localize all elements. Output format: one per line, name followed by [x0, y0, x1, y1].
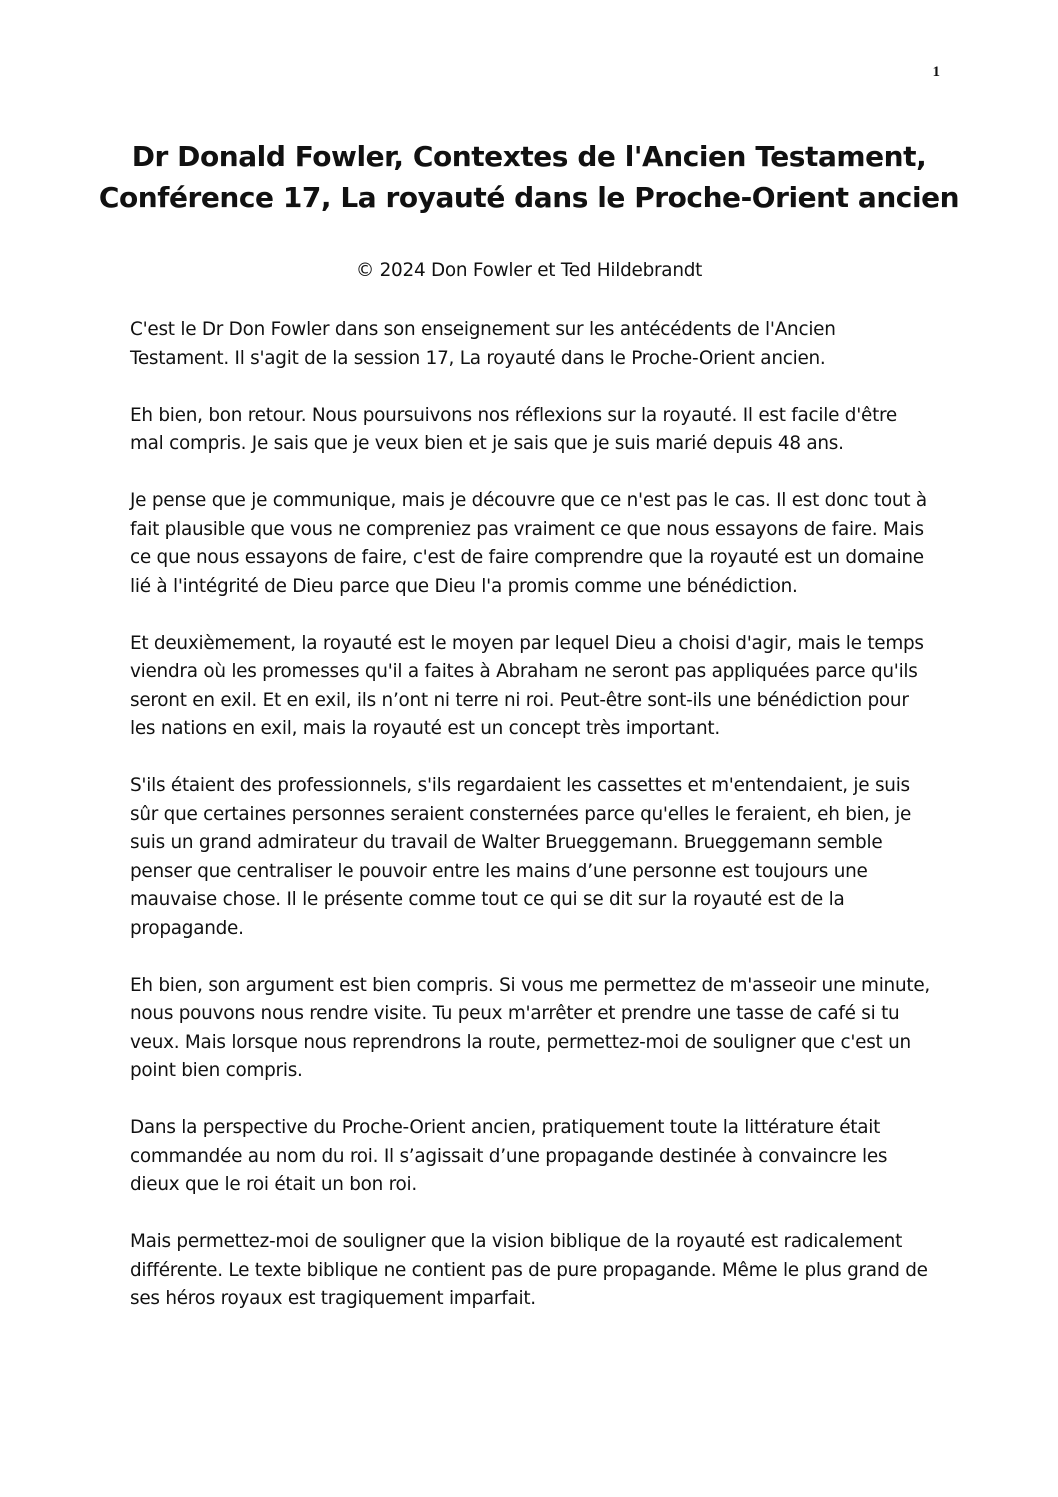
paragraph-intro: C'est le Dr Don Fowler dans son enseignement sur les antécédents de l'Ancien Testament. Il s'agit de la session 17, La royauté dans le Proche-Orient ancien. — [130, 319, 836, 369]
paragraph: Je pense que je communique, mais je découvre que ce n'est pas le cas. Il est donc tout à fait plausible que vous ne compreniez pas vraiment ce que nous essayons de faire. Mais ce que nous essayons de faire, c'est de faire comprendre que la royauté est un domaine lié à l'intégrité de Dieu parce que Dieu l'a promis comme une bénédiction. — [130, 490, 927, 597]
copyright-line: © 2024 Don Fowler et Ted Hildebrandt — [355, 260, 703, 281]
paragraph: Eh bien, son argument est bien compris. Si vous me permettez de m'asseoir une minute, nous pouvons nous rendre visite. Tu peux m'arrêter et prendre une tasse de café si tu veux. Mais lorsque nous reprendrons la route, permettez-moi de souligner que c'est un point bien compris. — [130, 974, 930, 1081]
paragraph: Dans la perspective du Proche-Orient ancien, pratiquement toute la littérature était commandée au nom du roi. Il s’agissait d’une propagande destinée à convaincre les dieux que le roi était un bon roi. — [130, 1117, 888, 1195]
document-title: Dr Donald Fowler, Contextes de l'Ancien Testament, Conférence 17, La royauté dans le Proche-Orient ancien — [98, 140, 960, 214]
paragraph: Eh bien, bon retour. Nous poursuivons nos réflexions sur la royauté. Il est facile d'être mal compris. Je sais que je veux bien et je sais que je suis marié depuis 48 ans. — [130, 404, 898, 454]
paragraph: S'ils étaient des professionnels, s'ils regardaient les cassettes et m'entendaient, je suis sûr que certaines personnes seraient consternées parce qu'elles le feraient, eh bien, je suis un grand admirateur du travail de Walter Brueggemann. Brueggemann semble penser que centraliser le pouvoir entre les mains d’une personne est toujours une mauvaise chose. Il le présente comme tout ce qui se dit sur la royauté est de la propagande. — [130, 775, 912, 939]
paragraph: Mais permettez-moi de souligner que la vision biblique de la royauté est radicalement différente. Le texte biblique ne contient pas de pure propagande. Même le plus grand de ses héros royaux est tragiquement imparfait. — [130, 1231, 928, 1309]
paragraph: Et deuxièmement, la royauté est le moyen par lequel Dieu a choisi d'agir, mais le temps viendra où les promesses qu'il a faites à Abraham ne seront pas appliquées parce qu'ils seront en exil. Et en exil, ils n’ont ni terre ni roi. Peut-être sont-ils une bénédiction pour les nations en exil, mais la royauté est un concept très important. — [130, 632, 924, 739]
page-number: 1 — [932, 64, 940, 80]
document-body — [130, 316, 930, 1342]
